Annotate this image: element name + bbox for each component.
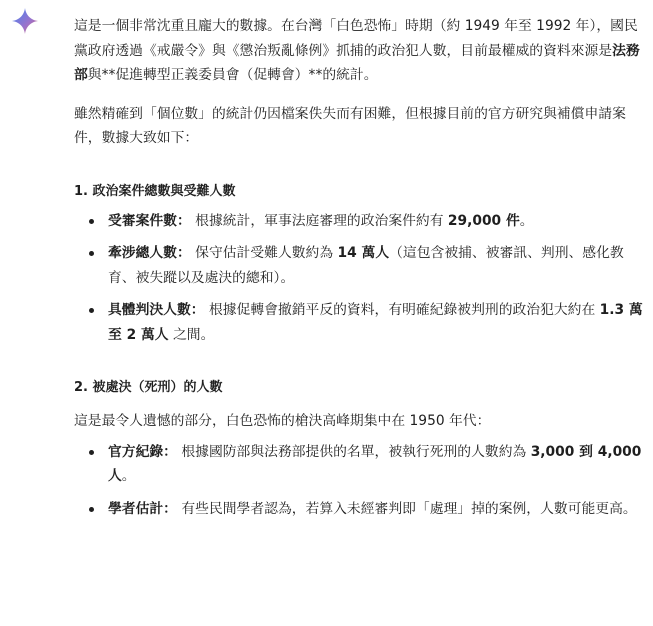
item-bold-value: 3,000 到 4,000 人 bbox=[108, 443, 642, 484]
item-label: 受審案件數： bbox=[108, 212, 191, 229]
list-item bbox=[74, 440, 644, 489]
item-text: 根據統計，軍事法庭審理的政治案件約有 bbox=[190, 212, 448, 229]
intro-paragraph bbox=[74, 14, 644, 88]
list-item bbox=[74, 497, 644, 522]
item-text: 根據國防部與法務部提供的名單，被執行死刑的人數約為 bbox=[176, 443, 531, 460]
item-text: 保守估計受難人數約為 bbox=[190, 245, 338, 261]
item-text: 根據促轉會撤銷平反的資料，有明確紀錄被判刑的政治犯大約在 bbox=[204, 302, 600, 318]
sparkle-icon bbox=[12, 8, 38, 34]
item-text-end: 。 bbox=[121, 468, 136, 484]
response-body bbox=[74, 14, 644, 521]
item-text: 有些民間學者認為，若算入未經審判即「處理」掉的案例，人數可能更高。 bbox=[176, 500, 637, 517]
list-item bbox=[74, 298, 644, 347]
section-heading-cases: 1. 政治案件總數與受難人數 bbox=[74, 183, 236, 199]
intro-text-end: 與**促進轉型正義委員會（促轉會）**的統計。 bbox=[87, 67, 378, 83]
item-bold-value: 14 萬人 bbox=[337, 245, 390, 261]
item-text-end: 之間。 bbox=[168, 326, 215, 343]
item-text-end: （這包含被捕、被審訊、判刑、感化教育、被失蹤以及處決的總和）。 bbox=[108, 245, 624, 286]
list-item bbox=[74, 209, 644, 234]
intro-bold-ministry: 法務部 bbox=[74, 42, 640, 83]
item-label: 具體判決人數： bbox=[108, 302, 205, 318]
summary-paragraph: 雖然精確到「個位數」的統計仍因檔案佚失而有困難，但根據目前的官方研究與補償申請案件，數據大致如下： bbox=[74, 105, 626, 146]
item-label: 牽涉總人數： bbox=[108, 245, 191, 261]
section-heading-executions: 2. 被處決（死刑）的人數 bbox=[74, 380, 223, 395]
list-item bbox=[74, 241, 644, 290]
cases-list bbox=[74, 209, 644, 348]
item-bold-value: 29,000 件 bbox=[447, 212, 520, 229]
intro-text: 這是一個非常沈重且龐大的數據。在台灣「白色恐怖」時期（約 1949 年至 1992 年），國民黨政府透過《戒嚴令》與《懲治叛亂條例》抓捕的政治犯人數，目前最權威的資料來源是 bbox=[74, 18, 638, 59]
item-text-end: 。 bbox=[519, 212, 534, 229]
executions-intro: 這是最令人遺憾的部分，白色恐怖的槍決高峰期集中在 1950 年代： bbox=[74, 413, 491, 429]
item-label: 官方紀錄： bbox=[108, 443, 177, 460]
item-bold-value: 1.3 萬至 2 萬人 bbox=[108, 302, 643, 343]
executions-list bbox=[74, 440, 644, 522]
item-label: 學者估計： bbox=[108, 500, 177, 517]
